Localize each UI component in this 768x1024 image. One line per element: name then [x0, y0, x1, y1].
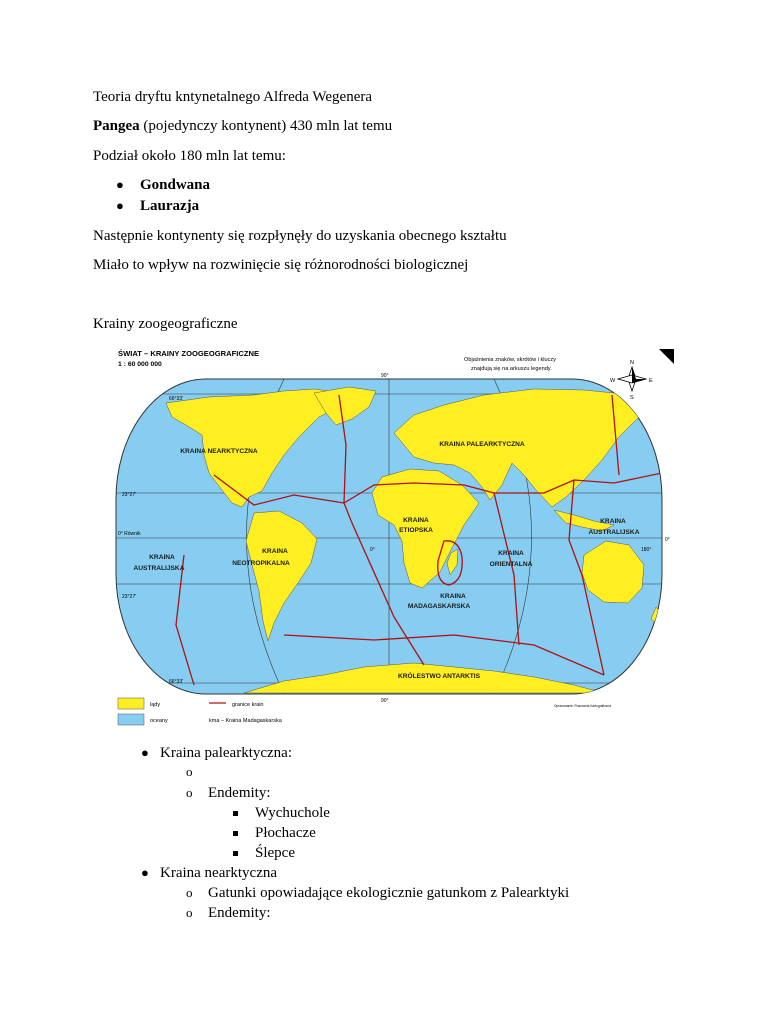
- heading-wegener: Teoria dryftu kntynetalnego Alfreda Wegenera: [93, 89, 373, 105]
- nearctic-sub-1: Gatunki opowiadające ekologicznie gatunkom z Palearktyki: [208, 885, 570, 901]
- palearctic-item: Ślepce: [255, 845, 295, 861]
- legend-abbr-label: kma – Kraina Madagaskarska: [209, 718, 282, 724]
- zoogeographic-map: [114, 345, 680, 730]
- legend-note-1: Objaśnienia znaków, skrótów i kluczy: [464, 357, 557, 363]
- lon-label-zero-mid: 0°: [370, 547, 375, 553]
- map-copyright: Opracowanie: Pracownia Kartograficzna: [554, 704, 611, 708]
- list-nearctic: Kraina nearktyczna: [160, 865, 278, 881]
- label-madagascar-2: MADAGASKARSKA: [407, 603, 471, 610]
- nearctic-sub-2: Endemity:: [208, 905, 271, 921]
- label-oriental-2: ORIENTALNA: [489, 561, 533, 568]
- label-australian-e-1: KRAINA: [600, 518, 626, 525]
- map-title: ŚWIAT – KRAINY ZOOGEOGRAFICZNE: [118, 349, 260, 358]
- list-palearctic: Kraina palearktyczna:: [160, 745, 293, 761]
- compass-n: N: [630, 360, 634, 366]
- pangea-desc: (pojedynczy kontynent) 430 mln lat temu: [139, 118, 393, 134]
- bullet-dot: ●: [116, 198, 124, 213]
- label-neotropical-1: KRAINA: [262, 548, 288, 555]
- label-ethiopian-2: ETIOPSKA: [399, 527, 433, 534]
- continents-line: Następnie kontynenty się rozpłynęły do uzyskania obecnego kształtu: [93, 228, 507, 244]
- lat-label-cancer: 23°27': [122, 492, 137, 498]
- lat-label-antarctic: 66°33': [169, 679, 184, 685]
- map-scale: 1 : 60 000 000: [118, 361, 162, 368]
- pangea-term: Pangea: [93, 118, 140, 134]
- palearctic-item: Płochacze: [255, 825, 316, 841]
- lat-label-equator: 0° Równik: [118, 531, 141, 537]
- label-antarctic: KRÓLESTWO ANTARKTIS: [397, 673, 481, 680]
- square-bullet: [233, 831, 238, 836]
- lon-label-bottom: 90°: [381, 698, 389, 704]
- lon-label-zero-right: 0°: [665, 537, 670, 543]
- bullet-dot: ●: [116, 177, 124, 192]
- bullet-laurazja: Laurazja: [140, 198, 200, 214]
- legend-border-label: granice krain: [232, 702, 264, 708]
- label-nearctic: KRAINA NEARKTYCZNA: [180, 448, 258, 455]
- sub-bullet-circle: o: [186, 905, 193, 920]
- palearctic-endemity: Endemity:: [208, 785, 271, 801]
- label-australian-e-2: AUSTRALIJSKA: [588, 529, 640, 536]
- compass-s: S: [630, 395, 634, 401]
- compass-e: E: [649, 378, 653, 384]
- sub-bullet-circle: o: [186, 885, 193, 900]
- zoo-regions-heading: Krainy zoogeograficzne: [93, 316, 238, 332]
- compass-w: W: [610, 378, 616, 384]
- legend-ocean-label: oceany: [150, 718, 168, 724]
- lon-label-top: 90°: [381, 373, 389, 379]
- sub-bullet-circle: o: [186, 785, 193, 800]
- pangea-line: [93, 117, 392, 135]
- lat-label-capricorn: 23°27': [122, 594, 137, 600]
- biodiversity-line: Miało to wpływ na rozwinięcie się różnorodności biologicznej: [93, 257, 469, 273]
- label-ethiopian-1: KRAINA: [403, 517, 429, 524]
- bullet-dot: ●: [141, 745, 149, 760]
- bullet-dot: ●: [141, 865, 149, 880]
- label-madagascar-1: KRAINA: [440, 593, 466, 600]
- lat-label-arctic: 66°33': [169, 396, 184, 402]
- bullet-gondwana: Gondwana: [140, 177, 211, 193]
- label-palearctic: KRAINA PALEARKTYCZNA: [439, 441, 525, 448]
- lon-label-180: 180°: [641, 547, 652, 553]
- legend-ocean-swatch: [118, 714, 144, 725]
- label-neotropical-2: NEOTROPIKALNA: [232, 560, 290, 567]
- label-australian-w-1: KRAINA: [149, 554, 175, 561]
- label-oriental-1: KRAINA: [498, 550, 524, 557]
- split-line: Podział około 180 mln lat temu:: [93, 148, 286, 164]
- palearctic-item: Wychuchole: [255, 805, 330, 821]
- sub-bullet-circle: o: [186, 764, 193, 779]
- legend-land-swatch: [118, 698, 144, 709]
- square-bullet: [233, 811, 238, 816]
- square-bullet: [233, 851, 238, 856]
- label-australian-w-2: AUSTRALIJSKA: [133, 565, 185, 572]
- legend-land-label: lądy: [150, 702, 161, 708]
- legend-note-2: znajdują się na arkuszu legendy.: [471, 366, 552, 372]
